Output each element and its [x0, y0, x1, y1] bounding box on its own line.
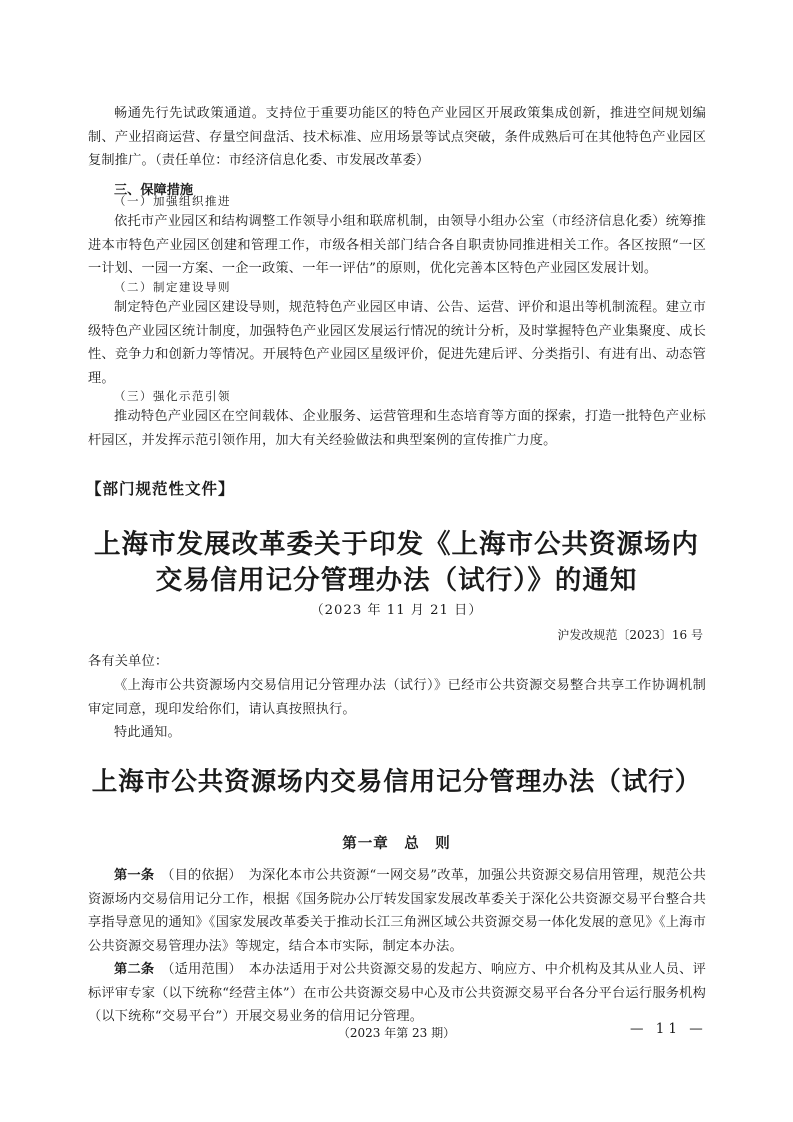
article-1: [88, 864, 706, 958]
notice-date: （2023 年 11 月 21 日）: [310, 603, 483, 618]
issue-footer: （2023 年第 23 期）: [337, 1026, 456, 1040]
article-2-text: （适用范围） 本办法适用于对公共资源交易的发起方、响应方、中介机构及其从业人员、评标评审专家（以下统称“经营主体”）在市公共资源交易中心及市公共资源交易平台各分平台运行服务机构（以下统称“交易平台”）开展交易业务的信用记分管理。: [88, 962, 706, 1025]
article-2: [88, 958, 706, 1029]
subheading-organization: （一）加强组织推进: [114, 194, 231, 208]
paragraph-policy-channel: 畅通先行先试政策通道。支持位于重要功能区的特色产业园区开展政策集成创新，推进空间规划编制、产业招商运营、存量空间盘活、技术标准、应用场景等试点突破，条件成熟后可在其他特色产业园区复制推广。（责任单位：市经济信息化委、市发展改革委）: [88, 106, 706, 169]
addressee: 各有关单位：: [88, 654, 169, 669]
subheading-guidelines: （二）制定建设导则: [114, 280, 231, 294]
document-number: 沪发改规范〔2023〕16 号: [557, 628, 703, 642]
notice-title-line2: 交易信用记分管理办法（试行）》的通知: [155, 565, 638, 596]
page-number: — 11 —: [630, 1021, 707, 1037]
article-1-label: 第一条: [114, 868, 155, 883]
notice-body: 《上海市公共资源场内交易信用记分管理办法（试行）》已经市公共资源交易整合共享工作协调机制审定同意，现印发给你们，请认真按照执行。: [88, 678, 706, 717]
article-2-label: 第二条: [114, 962, 155, 977]
notice-title-line1: 上海市发展改革委关于印发《上海市公共资源场内: [94, 529, 699, 560]
article-1-text: （目的依据） 为深化本市公共资源“一网交易”改革，加强公共资源交易信用管理，规范公共资源场内交易信用记分工作，根据《国务院办公厅转发国家发展改革委关于深化公共资源交易平台整合共享指导意见的通知》《国家发展改革委关于推动长江三角洲区域公共资源交易一体化发展的意见》《上海市公共资源交易管理办法》等规定，结合本市实际，制定本办法。: [88, 868, 706, 954]
paragraph-demonstration: 推动特色产业园区在空间载体、企业服务、运营管理和生态培育等方面的探索，打造一批特色产业标杆园区，并发挥示范引领作用，加大有关经验做法和典型案例的宣传推广力度。: [88, 409, 706, 448]
paragraph-guidelines: 制定特色产业园区建设导则，规范特色产业园区申请、公告、运营、评价和退出等机制流程。建立市级特色产业园区统计制度，加强特色产业园区发展运行情况的统计分析，及时掌握特色产业集聚度、成长性、竞争力和创新力等情况。开展特色产业园区星级评价，促进先建后评、分类指引、有进有出、动态管理。: [88, 300, 706, 386]
measures-title: 上海市公共资源场内交易信用记分管理办法（试行）: [91, 767, 702, 797]
department-document-label: 【部门规范性文件】: [86, 480, 235, 498]
notice-closing: 特此通知。: [114, 725, 181, 740]
chapter-heading: 第一章 总 则: [342, 836, 451, 852]
paragraph-organization: 依托市产业园区和结构调整工作领导小组和联席机制，由领导小组办公室（市经济信息化委）统筹推进本市特色产业园区创建和管理工作，市级各相关部门结合各自职责协同推进相关工作。各区按照“一区一计划、一园一方案、一企一政策、一年一评估”的原则，优化完善本区特色产业园区发展计划。: [88, 214, 706, 277]
section-heading-safeguards: 三、保障措施: [114, 183, 194, 198]
subheading-demonstration: （三）强化示范引领: [114, 389, 231, 403]
